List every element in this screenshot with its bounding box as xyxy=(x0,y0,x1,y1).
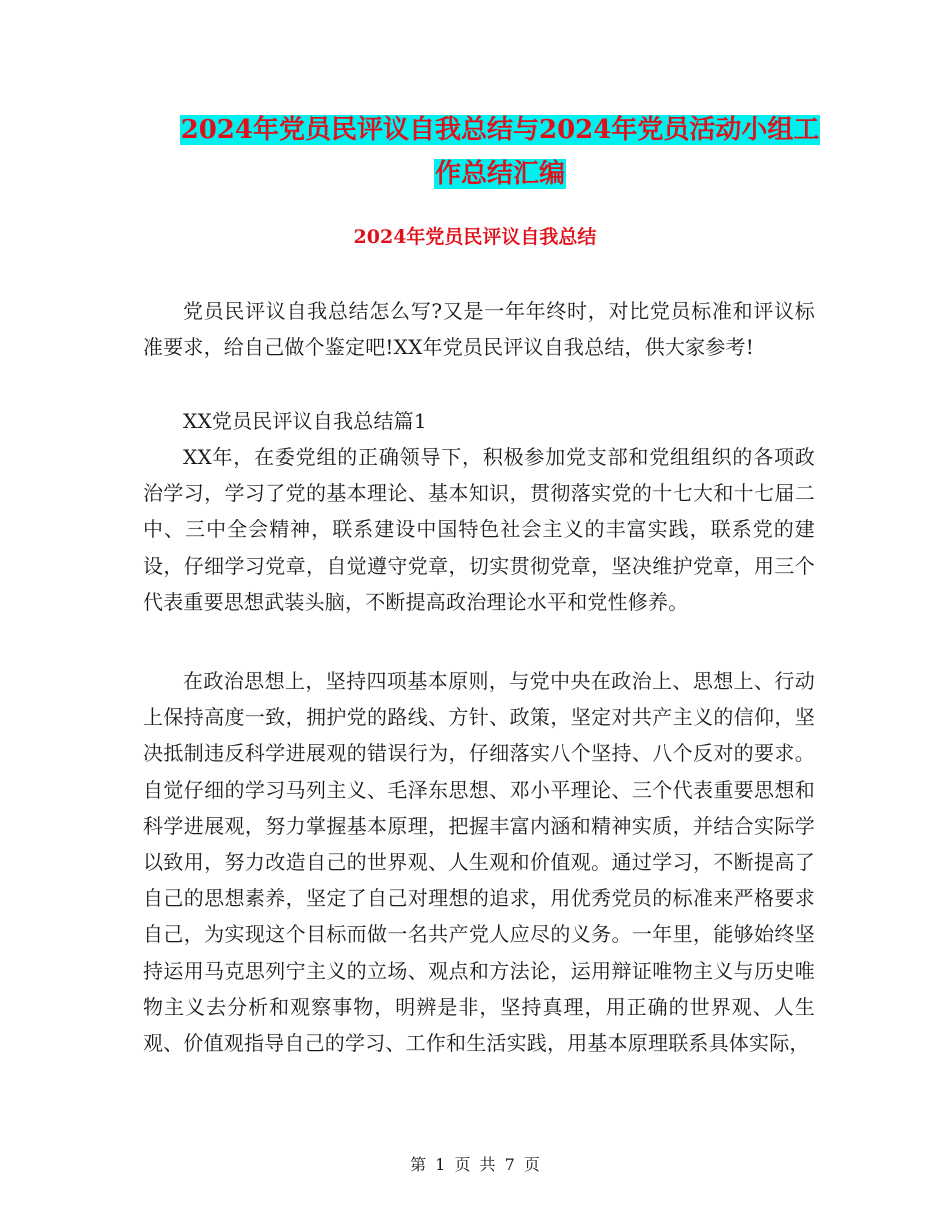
title-highlight-1: 2024年党员民评议自我总结与2024年党员活动小组工 xyxy=(180,115,820,145)
intro-paragraph: 党员民评议自我总结怎么写?又是一年年终时，对比党员标准和评议标准要求，给自己做个鉴定吧!XX年党员民评议自我总结，供大家参考! xyxy=(143,299,815,360)
article-subheading: XX党员民评议自我总结篇1 xyxy=(183,409,427,433)
document-title-line-2 xyxy=(100,152,900,196)
paragraph-1: XX年，在委党组的正确领导下，积极参加党支部和党组组织的各项政治学习，学习了党的基本理论、基本知识，贯彻落实党的十七大和十七届二中、三中全会精神，联系建设中国特色社会主义的丰富实践，联系党的建设，仔细学习党章，自觉遵守党章，切实贯彻党章，坚决维护党章，用三个代表重要思想武装头脑，不断提高政治理论水平和党性修养。 xyxy=(143,445,815,614)
paragraph-1-block xyxy=(143,439,815,620)
paragraph-2-block xyxy=(143,663,815,1061)
page-footer: 第 1 页 共 7 页 xyxy=(410,1155,540,1174)
title-highlight-2: 作总结汇编 xyxy=(434,159,565,189)
subheading-block xyxy=(143,403,815,439)
section-title: 2024年党员民评议自我总结 xyxy=(353,226,597,248)
intro-paragraph-block xyxy=(143,293,815,365)
paragraph-2: 在政治思想上，坚持四项基本原则，与党中央在政治上、思想上、行动上保持高度一致，拥护党的路线、方针、政策，坚定对共产主义的信仰，坚决抵制违反科学进展观的错误行为，仔细落实八个坚持、八个反对的要求。自觉仔细的学习马列主义、毛泽东思想、邓小平理论、三个代表重要思想和科学进展观，努力掌握基本原理，把握丰富内涵和精神实质，并结合实际学以致用，努力改造自己的世界观、人生观和价值观。通过学习，不断提高了自己的思想素养，坚定了自己对理想的追求，用优秀党员的标准来严格要求自己，为实现这个目标而做一名共产党人应尽的义务。一年里，能够始终坚持运用马克思列宁主义的立场、观点和方法论，运用辩证唯物主义与历史唯物主义去分析和观察事物，明辨是非，坚持真理，用正确的世界观、人生观、价值观指导自己的学习、工作和生活实践，用基本原理联系具体实际， xyxy=(143,669,815,1056)
document-title-line-1 xyxy=(100,108,900,152)
